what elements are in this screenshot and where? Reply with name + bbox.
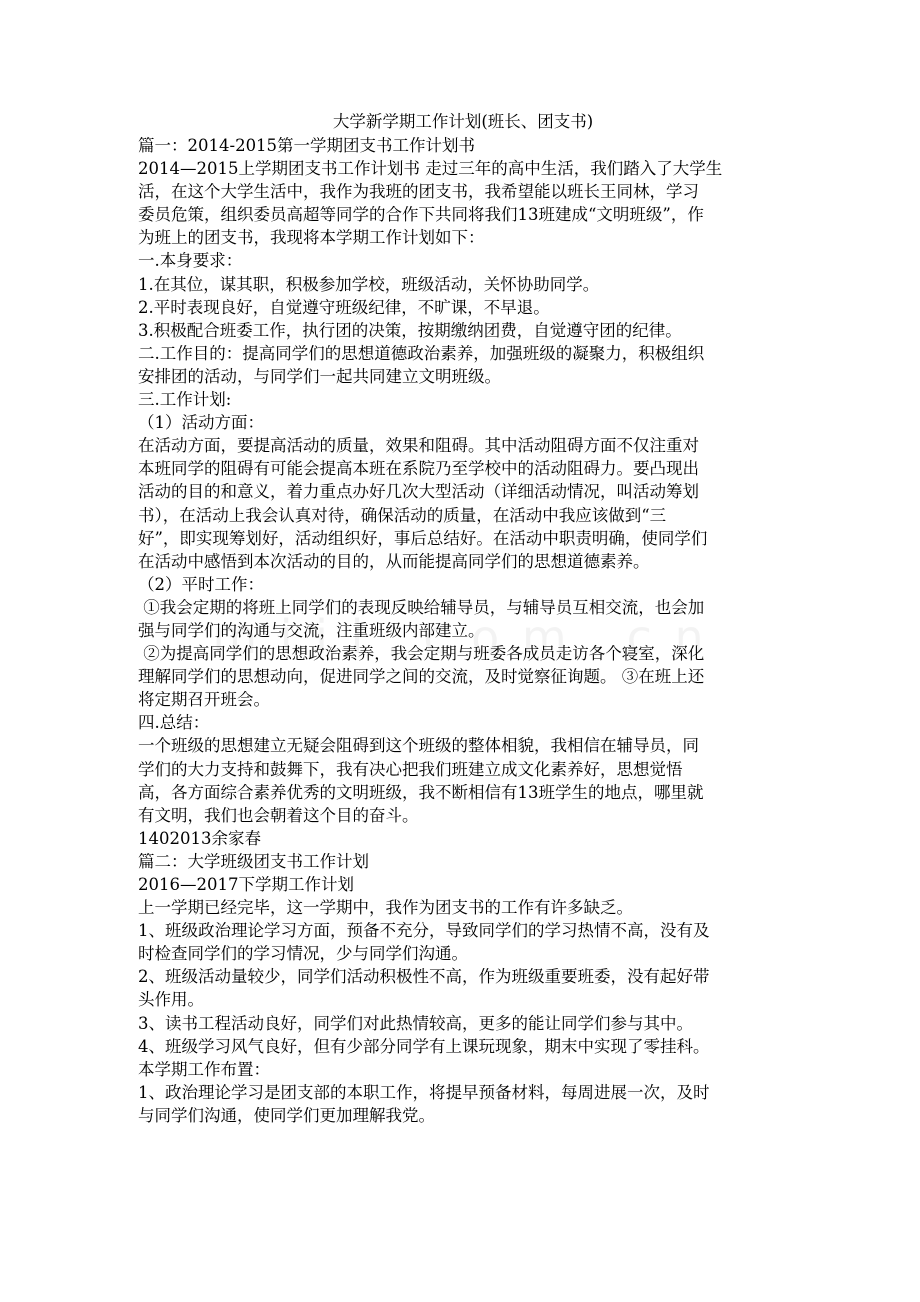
text-line: （2）平时工作： [138,574,264,594]
text-line: 好”，即实现筹划好，活动组织好，事后总结好。在活动中职责明确，使同学们 [138,528,708,548]
document-page [138,110,788,1127]
text-line: 有文明，我们也会朝着这个目的奋斗。 [138,805,419,825]
text-line: 3.积极配合班委工作，执行团的决策，按期缴纳团费，自觉遵守团的纪律。 [138,320,682,340]
text-line: 头作用。 [138,990,204,1010]
text-line: 一.本身要求： [138,251,243,271]
text-line: 学们的大力支持和鼓舞下，我有决心把我们班建立成文化素养好，思想觉悟 [138,759,683,779]
text-line: 强与同学们的沟通与交流，注重班级内部建立。 [138,620,485,640]
text-line: 2、班级活动量较少，同学们活动积极性不高，作为班级重要班委，没有起好带 [138,967,710,987]
text-line: 理解同学们的思想动向，促进同学之间的交流，及时觉察征询题。 ③在班上还 [138,667,705,687]
text-line: 二.工作目的：提高同学们的思想道德政治素养，加强班级的凝聚力，积极组织 [138,343,705,363]
text-line: 委员危策，组织委员高超等同学的合作下共同将我们13班建成“文明班级”，作 [138,205,704,225]
text-line: 1、政治理论学习是团支部的本职工作，将提早预备材料，每周进展一次，及时 [138,1082,710,1102]
text-line: 4、班级学习风气良好，但有少部分同学有上课玩现象，期末中实现了零挂科。 [138,1036,710,1056]
text-line: （1）活动方面： [138,413,264,433]
text-line: 活动的目的和意义，着力重点办好几次大型活动（详细活动情况，叫活动筹划 [138,482,699,502]
text-line: 四.总结： [138,713,210,733]
text-line: ①我会定期的将班上同学们的表现反映给辅导员，与辅导员互相交流，也会加 [138,597,705,617]
text-line: 1402013余家春 [138,828,261,848]
text-line: 2016—2017下学期工作计划 [138,875,354,894]
text-line: 高，各方面综合素养优秀的文明班级，我不断相信有13班学生的地点，哪里就 [138,782,704,802]
text-line: 篇一：2014-2015第一学期团支书工作计划书 [138,136,476,155]
text-line: 2014—2015上学期团支书工作计划书 走过三年的高中生活，我们踏入了大学生 [138,159,723,179]
text-line: 将定期召开班会。 [138,690,270,710]
text-line: 安排团的活动，与同学们一起共同建立文明班级。 [138,366,501,386]
text-line: 与同学们沟通，使同学们更加理解我党。 [138,1105,435,1125]
text-line: 一个班级的思想建立无疑会阻碍到这个班级的整体相貌，我相信在辅导员，同 [138,736,699,756]
text-line: 本学期工作布置： [138,1059,270,1079]
text-line: 时检查同学们的学习情况，少与同学们沟通。 [138,944,468,964]
text-line: 篇二：大学班级团支书工作计划 [138,851,369,871]
text-line: 本班同学的阻碍有可能会提高本班在系院乃至学校中的活动阻碍力。要凸现出 [138,459,699,479]
text-line: 三.工作计划: [138,390,232,410]
text-line: 上一学期已经完毕，这一学期中，我作为团支书的工作有许多缺乏。 [138,898,633,918]
text-line: 3、读书工程活动良好，同学们对此热情较高，更多的能让同学们参与其中。 [138,1013,693,1033]
text-line: 1.在其位，谋其职，积极参加学校，班级活动，关怀协助同学。 [138,274,600,294]
text-line: 活，在这个大学生活中，我作为我班的团支书，我希望能以班长王同林，学习 [138,182,699,202]
text-line: 在活动中感悟到本次活动的目的，从而能提高同学们的思想道德素养。 [138,551,650,571]
text-line: 在活动方面，要提高活动的质量，效果和阻碍。其中活动阻碍方面不仅注重对 [138,436,699,456]
text-line: 书），在活动上我会认真对待，确保活动的质量，在活动中我应该做到“三 [138,505,667,525]
text-line: ②为提高同学们的思想政治素养，我会定期与班委各成员走访各个寝室，深化 [138,644,705,664]
document-title: 大学新学期工作计划(班长、团支书) [332,112,594,131]
text-line: 2.平时表现良好，自觉遵守班级纪律，不旷课，不早退。 [138,297,550,317]
text-line: 为班上的团支书，我现将本学期工作计划如下： [138,228,485,248]
document-body [138,134,788,1127]
text-line: 1、班级政治理论学习方面，预备不充分，导致同学们的学习热情不高，没有及 [138,921,710,941]
